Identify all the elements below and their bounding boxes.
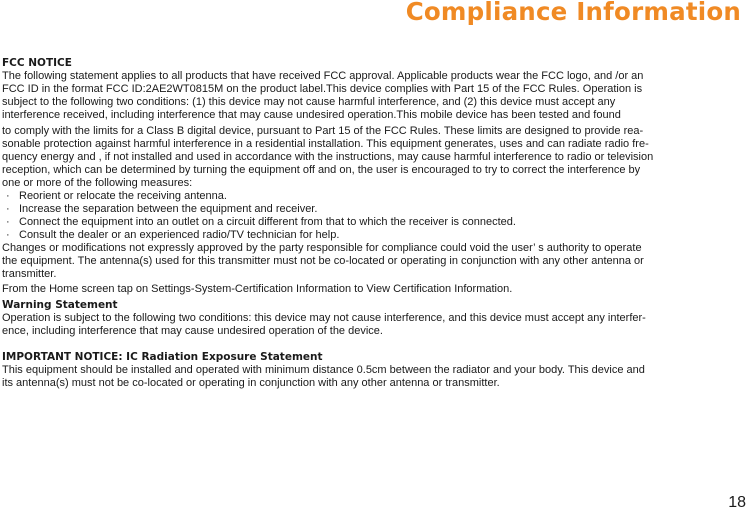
- fcc-after-line: the equipment. The antenna(s) used for this transmitter must not be co-located or operating in conjunction with any other antenna or: [2, 255, 644, 267]
- fcc-line: sonable protection against harmful interference in a residential installation. This equipment generates, uses and can radiate radio fre-: [2, 138, 649, 150]
- fcc-line: FCC ID in the format FCC ID:2AE2WT0815M on the product label.This device complies with Part 15 of the FCC Rules. Operation is: [2, 83, 643, 95]
- list-item: [2, 203, 747, 216]
- bullet-icon: ·: [6, 203, 10, 215]
- fcc-line: to comply with the limits for a Class B digital device, pursuant to Part 15 of the FCC Rules. These limits are designed to provide rea-: [2, 125, 644, 137]
- fcc-notice-heading: FCC NOTICE: [2, 57, 72, 69]
- list-item: [2, 229, 747, 242]
- fcc-after-body: [2, 242, 747, 296]
- warning-statement-body: [2, 312, 747, 338]
- warning-statement-heading: Warning Statement: [2, 299, 118, 311]
- bullet-icon: ·: [6, 190, 10, 202]
- page-number: 18: [728, 494, 746, 511]
- ic-exposure-body: [2, 364, 747, 390]
- list-item: [2, 216, 747, 229]
- fcc-measures-list: [2, 190, 747, 242]
- ic-line: This equipment should be installed and operated with minimum distance 0.5cm between the radiator and your body. This device and: [2, 364, 645, 376]
- fcc-line: The following statement applies to all products that have received FCC approval. Applicable products wear the FCC logo, and /or an: [2, 70, 644, 82]
- warning-line: Operation is subject to the following two conditions: this device may not cause interference, and this device must accept any interfer-: [2, 312, 646, 324]
- list-item-text: Consult the dealer or an experienced radio/TV technician for help.: [19, 229, 340, 241]
- fcc-line: one or more of the following measures:: [2, 177, 193, 189]
- bullet-icon: ·: [6, 229, 10, 241]
- ic-line: its antenna(s) must not be co-located or operating in conjunction with any other antenna or transmitter.: [2, 377, 500, 389]
- fcc-line: reception, which can be determined by turning the equipment off and on, the user is encouraged to try to correct the interference by: [2, 164, 641, 176]
- fcc-line: interference received, including interference that may cause undesired operation.This mobile device has been tested and found: [2, 109, 621, 121]
- list-item: [2, 190, 747, 203]
- fcc-line: quency energy and , if not installed and used in accordance with the instructions, may cause harmful interference to radio or television: [2, 151, 654, 163]
- compliance-content: [2, 57, 747, 390]
- fcc-notice-body: [2, 70, 747, 190]
- list-item-text: Increase the separation between the equipment and receiver.: [19, 203, 318, 215]
- bullet-icon: ·: [6, 216, 10, 228]
- fcc-line: subject to the following two conditions: (1) this device may not cause harmful interference, and (2) this device must accept any: [2, 96, 616, 108]
- list-item-text: Reorient or relocate the receiving antenna.: [19, 190, 227, 202]
- ic-exposure-heading: IMPORTANT NOTICE: IC Radiation Exposure Statement: [2, 351, 323, 363]
- page-title: Compliance Information: [405, 0, 741, 26]
- warning-line: ence, including interference that may cause undesired operation of the device.: [2, 325, 383, 337]
- settings-path-instruction: From the Home screen tap on Settings-System-Certification Information to View Certification Information.: [2, 283, 513, 295]
- list-item-text: Connect the equipment into an outlet on a circuit different from that to which the receiver is connected.: [19, 216, 516, 228]
- fcc-after-line: transmitter.: [2, 268, 57, 280]
- fcc-after-line: Changes or modifications not expressly approved by the party responsible for compliance could void the user’ s authority to operate: [2, 242, 642, 254]
